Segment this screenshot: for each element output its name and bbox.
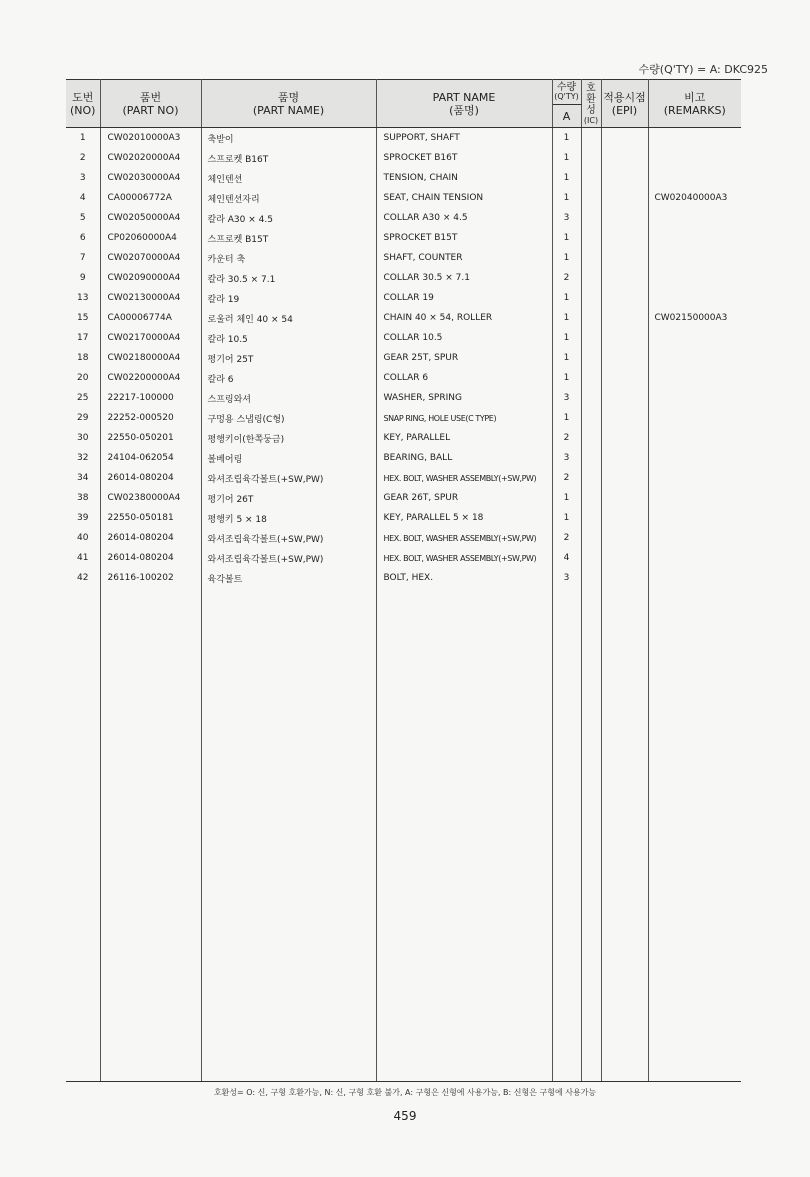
cell-no: 42 (66, 568, 100, 588)
cell-ic (581, 528, 601, 548)
cell-name-en: COLLAR 19 (376, 288, 552, 308)
cell-name-en: SPROCKET B15T (376, 228, 552, 248)
cell-epi (601, 328, 648, 348)
cell-remarks (648, 228, 741, 248)
cell-part-no: CW02380000A4 (100, 488, 201, 508)
cell-qty: 3 (552, 388, 581, 408)
cell-ic (581, 188, 601, 208)
cell-no: 18 (66, 348, 100, 368)
table-row (66, 228, 741, 248)
cell-no: 29 (66, 408, 100, 428)
cell-remarks (648, 128, 741, 149)
cell-ic (581, 368, 601, 388)
cell-part-no: CW02090000A4 (100, 268, 201, 288)
cell-qty: 1 (552, 168, 581, 188)
cell-no: 13 (66, 288, 100, 308)
cell-name-en: HEX. BOLT, WASHER ASSEMBLY(+SW,PW) (376, 468, 552, 488)
cell-name-kr: 스프로켓 B15T (201, 228, 376, 248)
cell-part-no: 26014-080204 (100, 468, 201, 488)
cell-ic (581, 348, 601, 368)
table-row (66, 328, 741, 348)
cell-ic (581, 448, 601, 468)
cell-epi (601, 148, 648, 168)
cell-name-kr: 평기어 26T (201, 488, 376, 508)
cell-part-no: CW02050000A4 (100, 208, 201, 228)
header-part-no: 품번 (PART NO) (100, 80, 201, 128)
table-empty-space (66, 588, 741, 1082)
cell-no: 5 (66, 208, 100, 228)
table-row (66, 308, 741, 328)
cell-no: 4 (66, 188, 100, 208)
cell-epi (601, 288, 648, 308)
cell-epi (601, 468, 648, 488)
cell-name-en: HEX. BOLT, WASHER ASSEMBLY(+SW,PW) (376, 548, 552, 568)
cell-remarks (648, 568, 741, 588)
cell-ic (581, 408, 601, 428)
cell-epi (601, 368, 648, 388)
cell-name-en: SHAFT, COUNTER (376, 248, 552, 268)
cell-qty: 1 (552, 508, 581, 528)
cell-part-no: CA00006772A (100, 188, 201, 208)
cell-name-en: COLLAR 6 (376, 368, 552, 388)
cell-no: 6 (66, 228, 100, 248)
cell-name-en: GEAR 25T, SPUR (376, 348, 552, 368)
cell-ic (581, 508, 601, 528)
cell-part-no: 22252-000520 (100, 408, 201, 428)
cell-ic (581, 488, 601, 508)
cell-qty: 1 (552, 488, 581, 508)
cell-name-en: SNAP RING, HOLE USE(C TYPE) (376, 408, 552, 428)
cell-name-kr: 평행키이(한쪽둥금) (201, 428, 376, 448)
cell-qty: 1 (552, 228, 581, 248)
cell-no: 39 (66, 508, 100, 528)
cell-name-kr: 와셔조립육각볼트(+SW,PW) (201, 468, 376, 488)
cell-qty: 2 (552, 268, 581, 288)
table-row (66, 508, 741, 528)
cell-epi (601, 268, 648, 288)
header-no: 도번 (NO) (66, 80, 100, 128)
cell-qty: 1 (552, 188, 581, 208)
header-qty: 수량 (Q'TY) (552, 80, 581, 105)
table-row (66, 468, 741, 488)
cell-remarks (648, 528, 741, 548)
cell-part-no: CW02180000A4 (100, 348, 201, 368)
table-row (66, 528, 741, 548)
cell-name-en: WASHER, SPRING (376, 388, 552, 408)
cell-qty: 1 (552, 288, 581, 308)
cell-epi (601, 208, 648, 228)
cell-name-en: BEARING, BALL (376, 448, 552, 468)
cell-epi (601, 348, 648, 368)
cell-name-en: COLLAR A30 × 4.5 (376, 208, 552, 228)
cell-epi (601, 128, 648, 149)
cell-remarks (648, 248, 741, 268)
cell-qty: 1 (552, 408, 581, 428)
table-header (66, 80, 741, 128)
table-row (66, 388, 741, 408)
cell-ic (581, 128, 601, 149)
cell-epi (601, 248, 648, 268)
cell-ic (581, 428, 601, 448)
page-number: 459 (393, 1109, 417, 1123)
cell-name-kr: 체인텐션자리 (201, 188, 376, 208)
quantity-model-note: 수량(Q'TY) = A: DKC925 (638, 63, 768, 76)
cell-epi (601, 568, 648, 588)
cell-qty: 1 (552, 348, 581, 368)
cell-ic (581, 248, 601, 268)
cell-ic (581, 328, 601, 348)
cell-no: 20 (66, 368, 100, 388)
cell-remarks (648, 408, 741, 428)
cell-remarks (648, 268, 741, 288)
cell-part-no: 22550-050201 (100, 428, 201, 448)
cell-ic (581, 388, 601, 408)
cell-remarks (648, 148, 741, 168)
cell-name-en: COLLAR 30.5 × 7.1 (376, 268, 552, 288)
cell-qty: 2 (552, 528, 581, 548)
cell-epi (601, 428, 648, 448)
cell-qty: 3 (552, 448, 581, 468)
cell-part-no: 22217-100000 (100, 388, 201, 408)
cell-ic (581, 168, 601, 188)
table-row (66, 448, 741, 468)
cell-qty: 2 (552, 468, 581, 488)
table-row (66, 128, 741, 149)
cell-name-en: COLLAR 10.5 (376, 328, 552, 348)
cell-remarks (648, 508, 741, 528)
cell-epi (601, 508, 648, 528)
cell-part-no: 22550-050181 (100, 508, 201, 528)
cell-name-en: GEAR 26T, SPUR (376, 488, 552, 508)
cell-epi (601, 188, 648, 208)
cell-remarks: CW02040000A3 (648, 188, 741, 208)
table-row (66, 148, 741, 168)
cell-epi (601, 308, 648, 328)
cell-name-en: KEY, PARALLEL (376, 428, 552, 448)
cell-part-no: CA00006774A (100, 308, 201, 328)
cell-ic (581, 288, 601, 308)
header-ic: 호환성 (IC) (581, 80, 601, 128)
cell-part-no: 24104-062054 (100, 448, 201, 468)
cell-name-kr: 볼베어링 (201, 448, 376, 468)
cell-ic (581, 568, 601, 588)
table-row (66, 208, 741, 228)
cell-remarks (648, 208, 741, 228)
cell-qty: 3 (552, 208, 581, 228)
cell-remarks (648, 328, 741, 348)
cell-part-no: CP02060000A4 (100, 228, 201, 248)
cell-qty: 1 (552, 128, 581, 149)
cell-name-kr: 칼라 10.5 (201, 328, 376, 348)
cell-remarks (648, 448, 741, 468)
cell-epi (601, 168, 648, 188)
cell-epi (601, 408, 648, 428)
cell-remarks (648, 428, 741, 448)
table-row (66, 268, 741, 288)
cell-part-no: CW02070000A4 (100, 248, 201, 268)
cell-part-no: CW02010000A3 (100, 128, 201, 149)
table-row (66, 248, 741, 268)
cell-epi (601, 228, 648, 248)
cell-name-en: SPROCKET B16T (376, 148, 552, 168)
cell-remarks (648, 368, 741, 388)
cell-ic (581, 208, 601, 228)
cell-name-kr: 로울러 체인 40 × 54 (201, 308, 376, 328)
cell-remarks (648, 468, 741, 488)
cell-remarks (648, 348, 741, 368)
cell-name-kr: 구멍용 스냅링(C형) (201, 408, 376, 428)
table-row (66, 428, 741, 448)
cell-part-no: 26116-100202 (100, 568, 201, 588)
parts-list-table (66, 79, 741, 1082)
cell-no: 25 (66, 388, 100, 408)
table-row (66, 168, 741, 188)
cell-part-no: 26014-080204 (100, 548, 201, 568)
cell-no: 1 (66, 128, 100, 149)
table-row (66, 408, 741, 428)
cell-name-en: SEAT, CHAIN TENSION (376, 188, 552, 208)
cell-name-kr: 와셔조립육각볼트(+SW,PW) (201, 528, 376, 548)
cell-ic (581, 268, 601, 288)
cell-part-no: CW02170000A4 (100, 328, 201, 348)
cell-name-en: KEY, PARALLEL 5 × 18 (376, 508, 552, 528)
cell-no: 32 (66, 448, 100, 468)
cell-qty: 3 (552, 568, 581, 588)
cell-remarks (648, 388, 741, 408)
cell-no: 17 (66, 328, 100, 348)
cell-part-no: CW02130000A4 (100, 288, 201, 308)
cell-name-en: HEX. BOLT, WASHER ASSEMBLY(+SW,PW) (376, 528, 552, 548)
header-remarks: 비고 (REMARKS) (648, 80, 741, 128)
cell-no: 9 (66, 268, 100, 288)
cell-qty: 1 (552, 148, 581, 168)
cell-epi (601, 388, 648, 408)
cell-name-kr: 칼라 A30 × 4.5 (201, 208, 376, 228)
cell-remarks (648, 488, 741, 508)
cell-no: 34 (66, 468, 100, 488)
cell-part-no: CW02020000A4 (100, 148, 201, 168)
cell-ic (581, 148, 601, 168)
cell-no: 30 (66, 428, 100, 448)
cell-no: 41 (66, 548, 100, 568)
cell-ic (581, 228, 601, 248)
cell-name-en: BOLT, HEX. (376, 568, 552, 588)
cell-part-no: 26014-080204 (100, 528, 201, 548)
cell-qty: 1 (552, 308, 581, 328)
cell-name-kr: 칼라 19 (201, 288, 376, 308)
cell-name-kr: 와셔조립육각볼트(+SW,PW) (201, 548, 376, 568)
cell-remarks (648, 548, 741, 568)
header-qty-a: A (552, 105, 581, 128)
header-part-name-kr: 품명 (PART NAME) (201, 80, 376, 128)
compatibility-legend: 호환성= O: 신, 구형 호환가능, N: 신, 구형 호환 불가, A: 구형은 신형에 사용가능, B: 신형은 구형에 사용가능 (213, 1088, 597, 1097)
cell-name-kr: 체인텐션 (201, 168, 376, 188)
cell-name-kr: 축받이 (201, 128, 376, 149)
cell-name-kr: 스프로켓 B16T (201, 148, 376, 168)
cell-name-kr: 스프링와셔 (201, 388, 376, 408)
cell-part-no: CW02200000A4 (100, 368, 201, 388)
cell-remarks (648, 288, 741, 308)
cell-no: 3 (66, 168, 100, 188)
cell-name-kr: 평행키 5 × 18 (201, 508, 376, 528)
table-row (66, 348, 741, 368)
cell-name-kr: 육각볼트 (201, 568, 376, 588)
cell-name-en: SUPPORT, SHAFT (376, 128, 552, 149)
table-row (66, 368, 741, 388)
cell-name-en: TENSION, CHAIN (376, 168, 552, 188)
cell-name-en: CHAIN 40 × 54, ROLLER (376, 308, 552, 328)
cell-no: 15 (66, 308, 100, 328)
table-row (66, 188, 741, 208)
cell-no: 2 (66, 148, 100, 168)
cell-no: 38 (66, 488, 100, 508)
cell-epi (601, 548, 648, 568)
table-row (66, 288, 741, 308)
cell-qty: 1 (552, 368, 581, 388)
table-body (66, 128, 741, 1082)
cell-qty: 2 (552, 428, 581, 448)
table-row (66, 548, 741, 568)
cell-name-kr: 칼라 6 (201, 368, 376, 388)
cell-part-no: CW02030000A4 (100, 168, 201, 188)
cell-remarks (648, 168, 741, 188)
cell-qty: 4 (552, 548, 581, 568)
cell-qty: 1 (552, 328, 581, 348)
cell-name-kr: 칼라 30.5 × 7.1 (201, 268, 376, 288)
cell-ic (581, 548, 601, 568)
cell-epi (601, 528, 648, 548)
cell-ic (581, 308, 601, 328)
table-row (66, 488, 741, 508)
cell-epi (601, 488, 648, 508)
cell-remarks: CW02150000A3 (648, 308, 741, 328)
cell-name-kr: 카운터 축 (201, 248, 376, 268)
table-row (66, 568, 741, 588)
header-epi: 적용시점 (EPI) (601, 80, 648, 128)
cell-name-kr: 평기어 25T (201, 348, 376, 368)
cell-ic (581, 468, 601, 488)
cell-no: 40 (66, 528, 100, 548)
header-part-name-en: PART NAME (품명) (376, 80, 552, 128)
cell-epi (601, 448, 648, 468)
cell-no: 7 (66, 248, 100, 268)
cell-qty: 1 (552, 248, 581, 268)
